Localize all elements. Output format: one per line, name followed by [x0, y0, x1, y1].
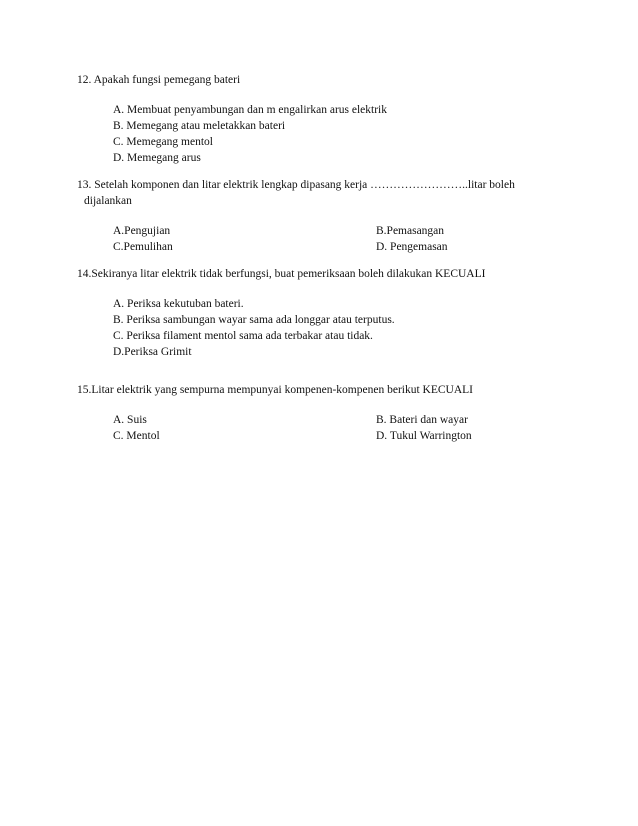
question-12: 12. Apakah fungsi pemegang bateri — [77, 74, 241, 86]
question-14-option-d: D.Periksa Grimit — [113, 346, 192, 358]
question-15-option-b: B. Bateri dan wayar — [376, 414, 468, 426]
question-12-option-a: A. Membuat penyambungan dan m engalirkan arus elektrik — [113, 104, 388, 116]
question-15-option-c: C. Mentol — [113, 430, 160, 442]
question-13-option-a: A.Pengujian — [113, 225, 171, 237]
question-13: 13. Setelah komponen dan litar elektrik lengkap dipasang kerja ……………………..litar boleh — [77, 179, 515, 191]
question-14-option-b: B. Periksa sambungan wayar sama ada longgar atau terputus. — [113, 314, 395, 326]
question-13-option-c: C.Pemulihan — [113, 241, 173, 253]
question-15-option-a: A. Suis — [113, 414, 147, 426]
question-13-option-d: D. Pengemasan — [376, 241, 448, 253]
question-13-continuation: dijalankan — [84, 195, 132, 207]
question-12-option-d: D. Memegang arus — [113, 152, 201, 164]
question-13-option-b: B.Pemasangan — [376, 225, 445, 237]
question-14: 14.Sekiranya litar elektrik tidak berfungsi, buat pemeriksaan boleh dilakukan KECUALI — [77, 268, 486, 280]
question-12-option-b: B. Memegang atau meletakkan bateri — [113, 120, 286, 132]
question-15-option-d: D. Tukul Warrington — [376, 430, 472, 442]
question-15: 15.Litar elektrik yang sempurna mempunyai kompenen-kompenen berikut KECUALI — [77, 384, 474, 396]
question-14-option-a: A. Periksa kekutuban bateri. — [113, 298, 244, 310]
question-14-option-c: C. Periksa filament mentol sama ada terbakar atau tidak. — [113, 330, 373, 342]
question-12-option-c: C. Memegang mentol — [113, 136, 213, 148]
